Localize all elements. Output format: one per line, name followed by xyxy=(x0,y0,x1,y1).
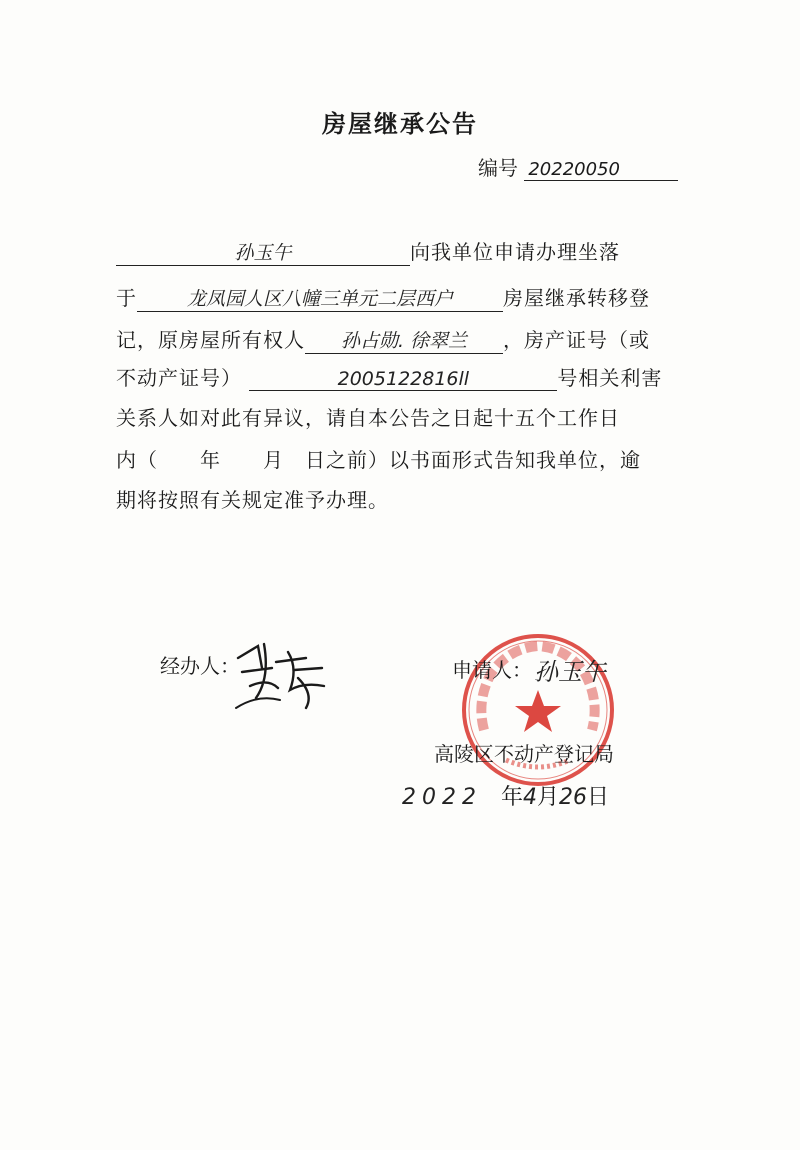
body-line-2 xyxy=(116,282,650,312)
applicant-name-field: 孙玉午 xyxy=(116,238,410,266)
body-line-3 xyxy=(116,324,650,354)
text-apply: 向我单位申请办理坐落 xyxy=(410,240,620,264)
handler-signature xyxy=(228,638,338,718)
date-year: 2022 xyxy=(402,785,482,810)
text-register: 记，原房屋所有权人 xyxy=(116,328,305,352)
body-line-6: 内（ 年 月 日之前）以书面形式告知我单位，逾 xyxy=(116,448,641,472)
text-cert2: 不动产证号） xyxy=(116,366,242,390)
registration-office: 高陵区不动产登记局 xyxy=(434,742,614,766)
date-day-char: 日 xyxy=(587,785,610,810)
serial-number-row xyxy=(478,152,678,181)
date-year-char: 年 xyxy=(501,785,524,810)
signing-date xyxy=(402,780,609,811)
serial-label: 编号 xyxy=(478,156,518,180)
body-line-4 xyxy=(116,362,662,391)
applicant-signature: 孙玉午 xyxy=(534,658,606,686)
certificate-number-field: 2005122816ll xyxy=(249,368,557,391)
date-day: 26 xyxy=(559,785,588,810)
serial-value: 20220050 xyxy=(524,159,678,181)
handler-label: 经办人： xyxy=(160,654,240,678)
text-transfer: 房屋继承转移登 xyxy=(503,286,650,310)
body-line-5: 关系人如对此有异议，请自本公告之日起十五个工作日 xyxy=(116,406,620,430)
date-month: 4 xyxy=(523,785,538,810)
date-month-char: 月 xyxy=(537,785,560,810)
text-related: 号相关利害 xyxy=(557,366,663,390)
text-yu: 于 xyxy=(116,286,137,310)
property-location-field: 龙凤园人区八幢三单元二层西户 xyxy=(137,284,503,312)
original-owners-field: 孙占勋. 徐翠兰 xyxy=(305,326,503,354)
document-title: 房屋继承公告 xyxy=(322,109,478,138)
body-line-1 xyxy=(116,236,620,266)
applicant-label: 申请人： xyxy=(452,658,532,682)
body-line-7: 期将按照有关规定准予办理。 xyxy=(116,488,389,512)
text-cert: ，房产证号（或 xyxy=(503,328,650,352)
